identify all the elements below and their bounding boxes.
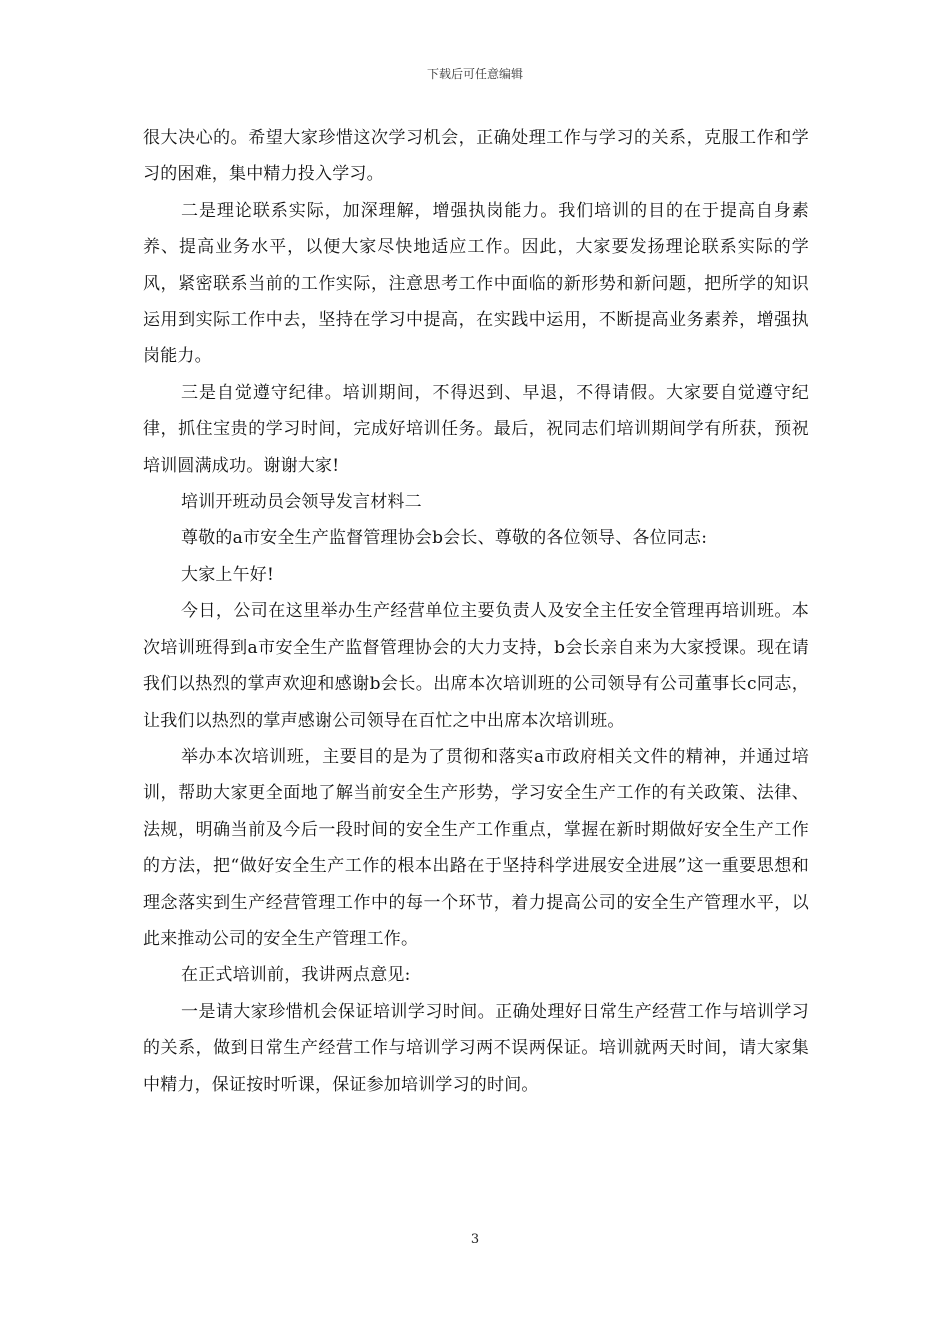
- paragraph: 二是理论联系实际，加深理解，增强执岗能力。我们培训的目的在于提高自身素养、提高业务水平，以便大家尽快地适应工作。因此，大家要发扬理论联系实际的学风，紧密联系当前的工作实际，注意思考工作中面临的新形势和新问题，把所学的知识运用到实际工作中去，坚持在学习中提高，在实践中运用，不断提高业务素养，增强执岗能力。: [143, 200, 809, 367]
- paragraph: 举办本次培训班，主要目的是为了贯彻和落实a市政府相关文件的精神，并通过培训，帮助大家更全面地了解当前安全生产形势，学习安全生产工作的有关政策、法律、法规，明确当前及今后一段时间的安全生产工作重点，掌握在新时期做好安全生产工作的方法，把“做好安全生产工作的根本出路在于坚持科学进展安全进展”这一重要思想和理念落实到生产经营管理工作中的每一个环节，着力提高公司的安全生产管理水平，以此来推动公司的安全生产管理工作。: [143, 746, 809, 949]
- salutation: 尊敬的a市安全生产监督管理协会b会长、尊敬的各位领导、各位同志:: [181, 528, 708, 549]
- section-heading: 培训开班动员会领导发言材料二: [181, 492, 422, 513]
- paragraph: 今日，公司在这里举办生产经营单位主要负责人及安全主任安全管理再培训班。本次培训班得到a市安全生产监督管理协会的大力支持，b会长亲自来为大家授课。现在请我们以热烈的掌声欢迎和感谢b会长。出席本次培训班的公司领导有公司董事长c同志，让我们以热烈的掌声感谢公司领导在百忙之中出席本次培训班。: [143, 601, 809, 731]
- page-number: 3: [470, 1232, 480, 1247]
- paragraph: 一是请大家珍惜机会保证培训学习时间。正确处理好日常生产经营工作与培训学习的关系，做到日常生产经营工作与培训学习两不误两保证。培训就两天时间，请大家集中精力，保证按时听课，保证参加培训学习的时间。: [143, 1001, 809, 1095]
- paragraph: 在正式培训前，我讲两点意见:: [181, 965, 411, 986]
- paragraph: 三是自觉遵守纪律。培训期间，不得迟到、早退，不得请假。大家要自觉遵守纪律，抓住宝贵的学习时间，完成好培训任务。最后，祝同志们培训期间学有所获，预祝培训圆满成功。谢谢大家!: [143, 382, 809, 476]
- page-header: 下载后可任意编辑: [426, 67, 523, 81]
- paragraph: 很大决心的。希望大家珍惜这次学习机会，正确处理工作与学习的关系，克服工作和学习的困难，集中精力投入学习。: [143, 128, 809, 185]
- greeting: 大家上午好!: [181, 564, 275, 585]
- document-body: [143, 120, 809, 1103]
